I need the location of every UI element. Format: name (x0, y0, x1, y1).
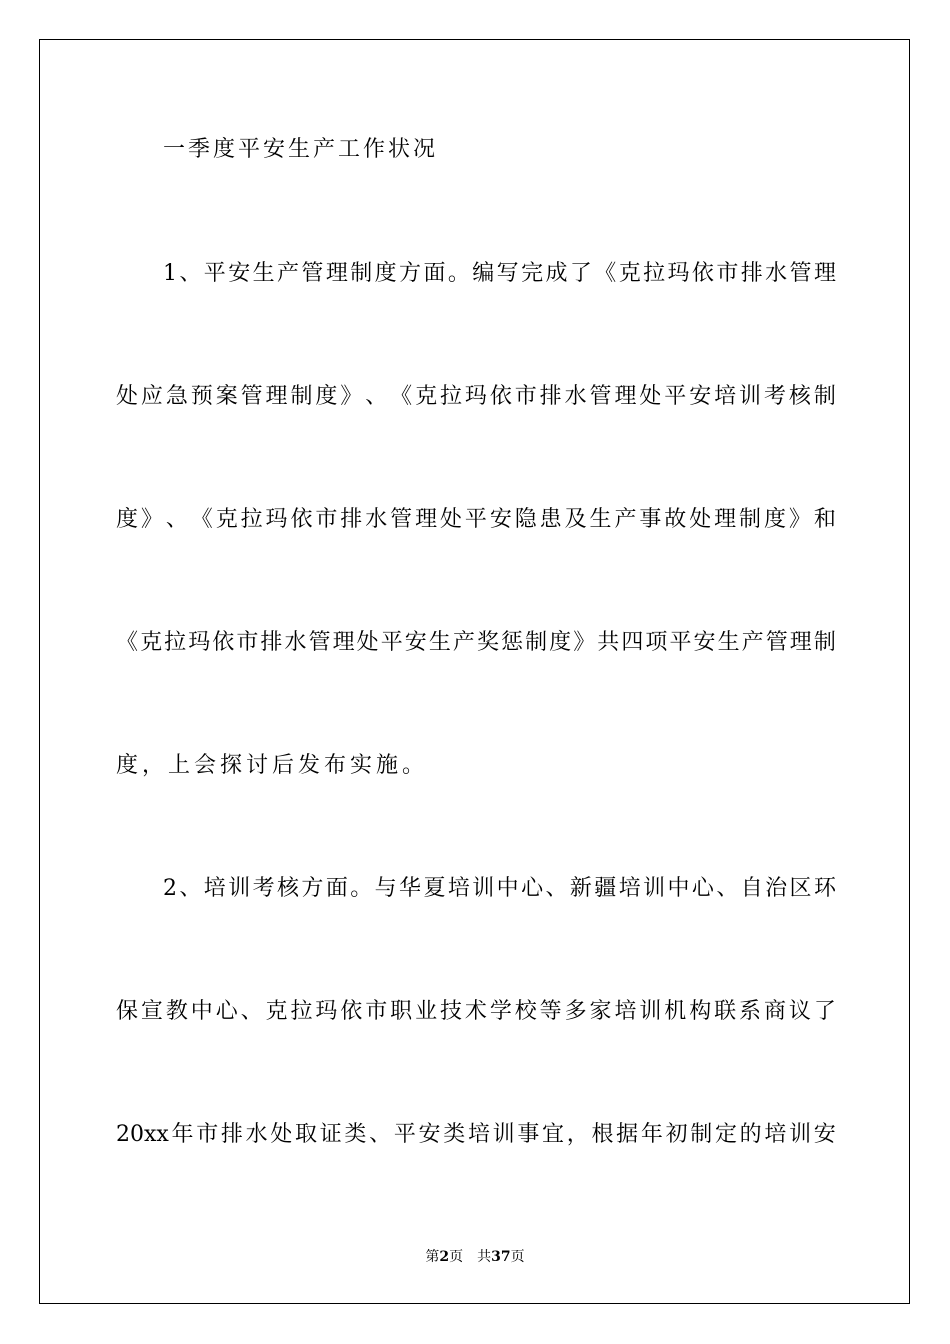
paragraph-line: 1 、 平 安 生 产 管 理 制 度 方 面 。 编 写 完 成 了 《 克 拉 玛 依 市 排 水 管 理 (163, 261, 836, 286)
paragraph-line: 处 应 急 预 案 管 理 制 度 》 、 《 克 拉 玛 依 市 排 水 管 理 处 平 安 培 训 考 核 制 (116, 384, 836, 409)
footer-total-suffix: 页 (510, 1249, 525, 1265)
footer-total-prefix: 共 (477, 1249, 492, 1265)
paragraph-line: 度 》 、 《 克 拉 玛 依 市 排 水 管 理 处 平 安 隐 患 及 生 产 事 故 处 理 制 度 》 和 (116, 507, 836, 532)
page-border (39, 39, 910, 1304)
section-heading: 一季度平安生产工作状况 (163, 137, 439, 162)
paragraph-line: 度，上会探讨后发布实施。 (116, 753, 429, 778)
footer-total-pages: 37 (491, 1249, 511, 1265)
footer-page-suffix: 页 (449, 1249, 464, 1265)
page-footer (0, 1247, 950, 1267)
paragraph-line: 20xx 年 市 排 水 处 取 证 类 、 平 安 类 培 训 事 宜 ， 根 据 年 初 制 定 的 培 训 安 (116, 1122, 836, 1147)
paragraph-line: 《 克 拉 玛 依 市 排 水 管 理 处 平 安 生 产 奖 惩 制 度 》 共 四 项 平 安 生 产 管 理 制 (116, 630, 836, 655)
footer-page-prefix: 第 (425, 1249, 440, 1265)
paragraph-line: 保 宣 教 中 心 、 克 拉 玛 依 市 职 业 技 术 学 校 等 多 家 培 训 机 构 联 系 商 议 了 (116, 999, 836, 1024)
paragraph-line: 2 、 培 训 考 核 方 面 。 与 华 夏 培 训 中 心 、 新 疆 培 训 中 心 、 自 治 区 环 (163, 876, 836, 901)
footer-page-number: 2 (439, 1249, 450, 1265)
